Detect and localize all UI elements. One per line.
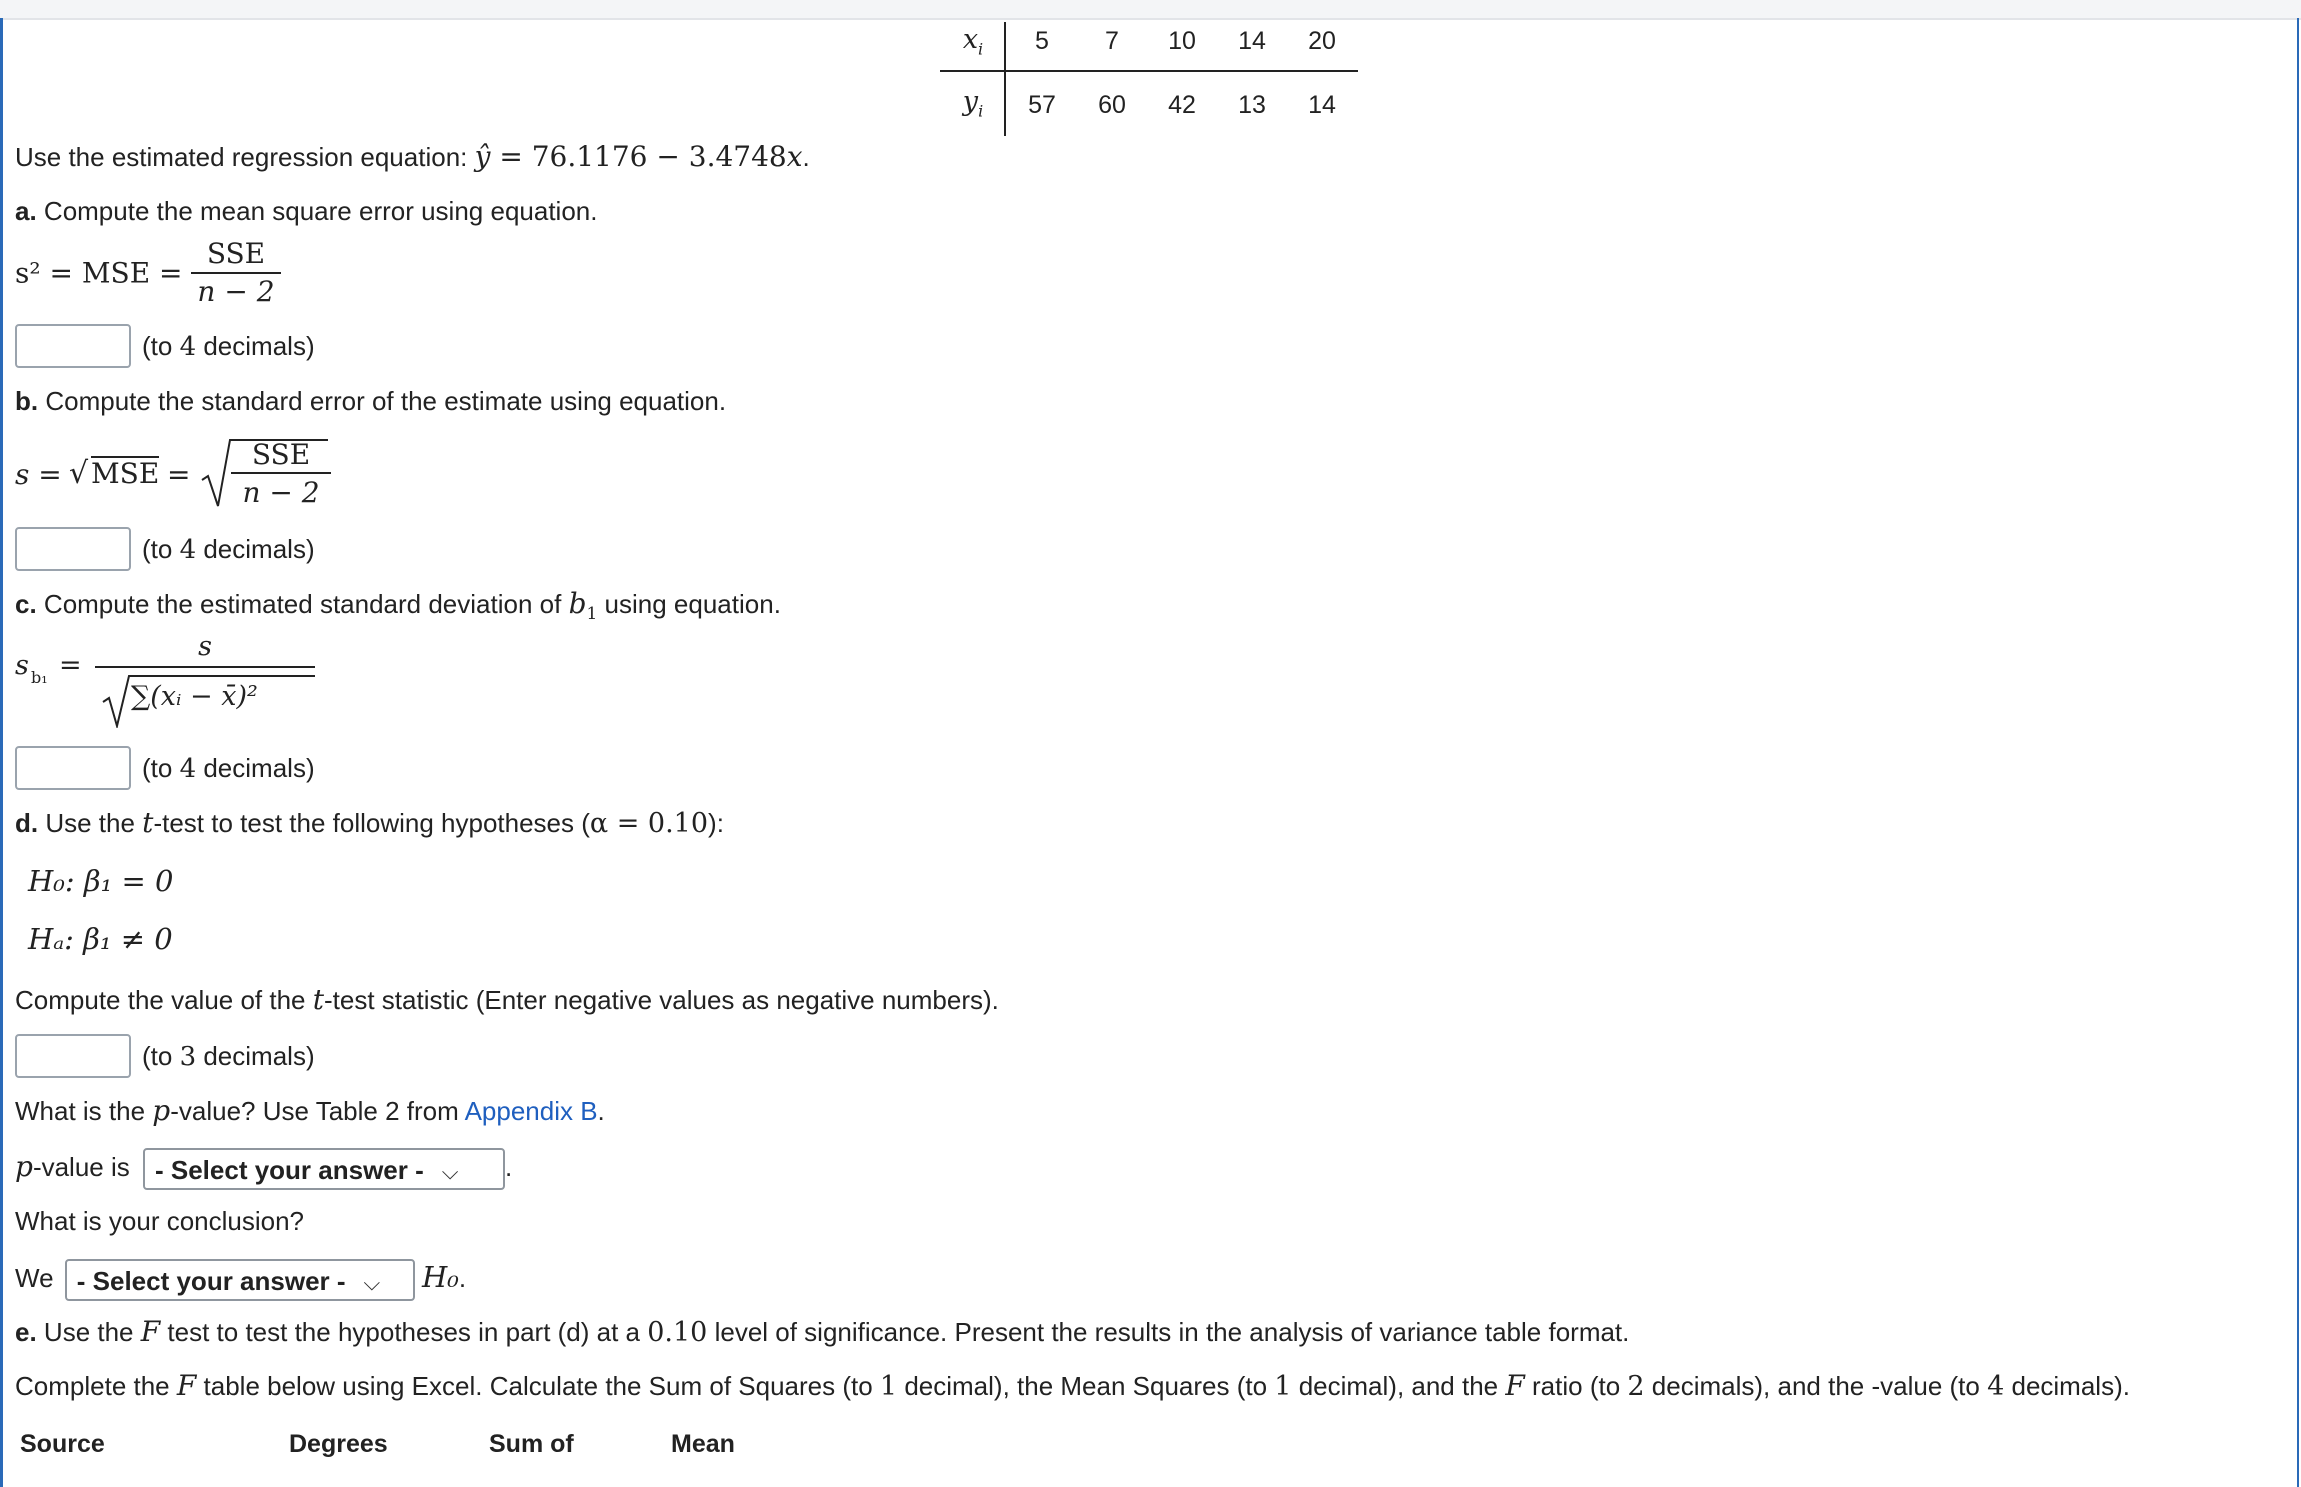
part-d-question: d. Use the t-test to test the following hypotheses (α = 0.10): [15, 806, 724, 839]
y-value: 42 [1168, 91, 1196, 119]
chevron-down-icon: ⌵ [363, 1270, 381, 1296]
std-error-input[interactable] [15, 527, 131, 571]
anova-header-mean: Mean [671, 1430, 735, 1458]
conclusion-select[interactable]: - Select your answer - ⌵ [65, 1259, 415, 1301]
sb1-formula: s b₁ = s ∑(xᵢ − x̄)² [15, 630, 315, 730]
y-value: 13 [1238, 91, 1266, 119]
std-error-formula: s = √ MSE = SSE n − 2 [15, 432, 335, 512]
mse-input[interactable] [15, 324, 131, 368]
anova-header-source: Source [20, 1430, 105, 1458]
sb1-precision-hint: (to 4 decimals) [142, 753, 315, 784]
null-hypothesis: H₀: β₁ = 0 [28, 864, 174, 898]
p-value-row: p-value is - Select your answer - ⌵ . [15, 1145, 512, 1190]
anova-instructions: Complete the F table below using Excel. Calculate the Sum of Squares (to 1 decimal), the Mean Squares (to 1 decimal), and the F ratio (to 2 decimals), and the -value (to 4 decimals). [15, 1369, 2130, 1402]
y-value: 14 [1308, 91, 1336, 119]
part-a-question: a. Compute the mean square error using equation. [15, 196, 598, 226]
p-value-select[interactable]: - Select your answer - ⌵ [143, 1148, 505, 1190]
appendix-b-link[interactable]: Appendix B [464, 1096, 598, 1126]
anova-header-sum-of: Sum of [489, 1430, 574, 1458]
mse-precision-hint: (to 4 decimals) [142, 331, 315, 362]
top-bar [0, 0, 2301, 20]
part-c-question: c. Compute the estimated standard deviation of $b_1$ using equation. [15, 587, 781, 625]
intro-line: Use the estimated regression equation: ŷ = 76.1176 − 3.4748x. [15, 140, 810, 173]
right-border [2297, 18, 2299, 1487]
y-value: 60 [1098, 91, 1126, 119]
x-row-label: $x_i$ [962, 24, 984, 59]
part-e-question: e. Use the F test to test the hypotheses in part (d) at a 0.10 level of significance. Present the results in the analysis of variance table format. [15, 1315, 1630, 1348]
x-value: 20 [1308, 27, 1336, 55]
left-border [0, 18, 3, 1487]
conclusion-question: What is your conclusion? [15, 1206, 305, 1236]
table-horizontal-rule [940, 70, 1358, 72]
x-value: 7 [1105, 27, 1119, 55]
x-value: 14 [1238, 27, 1266, 55]
sb1-input[interactable] [15, 746, 131, 790]
p-value-question: What is the p-value? Use Table 2 from Appendix B. [15, 1094, 605, 1127]
conclusion-row: We - Select your answer - ⌵ H₀. [15, 1255, 466, 1301]
anova-header-degrees: Degrees [289, 1430, 388, 1458]
mse-formula: s² = MSE = $\frac{\text{SSE}}{n - 2}$ [15, 236, 281, 310]
t-stat-input[interactable] [15, 1034, 131, 1078]
x-value: 10 [1168, 27, 1196, 55]
chevron-down-icon: ⌵ [441, 1159, 459, 1185]
t-stat-precision-hint: (to 3 decimals) [142, 1041, 315, 1072]
alternative-hypothesis: Hₐ: β₁ ≠ 0 [28, 922, 173, 956]
x-value: 5 [1035, 27, 1049, 55]
t-stat-question: Compute the value of the t-test statistic (Enter negative values as negative numbers). [15, 983, 999, 1016]
part-b-question: b. Compute the standard error of the estimate using equation. [15, 386, 727, 416]
y-row-label: $y_i$ [962, 86, 984, 121]
y-value: 57 [1028, 91, 1056, 119]
std-error-precision-hint: (to 4 decimals) [142, 534, 315, 565]
table-vertical-rule [1004, 22, 1006, 136]
